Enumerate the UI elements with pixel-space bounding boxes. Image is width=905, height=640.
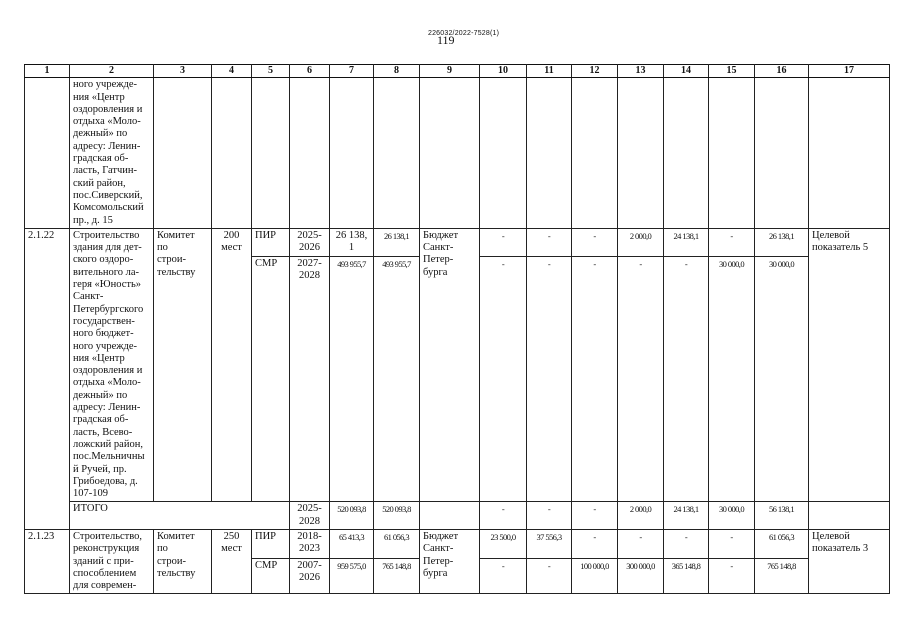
cell-empty — [809, 78, 890, 229]
header-row — [25, 65, 890, 78]
item-number: 2.1.22 — [25, 228, 70, 529]
item-number: 2.1.23 — [25, 529, 70, 593]
responsible-committee: Комитет по строи- тельству — [154, 228, 212, 502]
years: 2018- 2023 — [290, 529, 330, 558]
value-cell: - — [480, 256, 527, 502]
value-cell: 23 500,0 — [480, 529, 527, 558]
value-cell: - — [480, 228, 527, 256]
value-cell: 100 000,0 — [572, 558, 618, 594]
header-cell: 1 — [25, 65, 70, 78]
cell-empty — [290, 78, 330, 229]
value-cell: - — [572, 502, 618, 530]
project-description: Строительство, реконструкция зданий с при- способлением для современ- — [70, 529, 154, 593]
value-cell: 30 000,0 — [709, 256, 755, 502]
header-cell: 17 — [809, 65, 890, 78]
value-cell: 61 056,3 — [755, 529, 809, 558]
value-cell: - — [572, 529, 618, 558]
work-type: СМР — [252, 256, 290, 502]
cell-empty — [420, 78, 480, 229]
table-row-continuation — [25, 78, 890, 229]
value-cell: 24 138,1 — [664, 502, 709, 530]
value-cell: - — [709, 529, 755, 558]
value-cell: 26 138,1 — [755, 228, 809, 256]
table-row-2-1-22-pir — [25, 228, 890, 256]
work-type: ПИР — [252, 529, 290, 558]
years: 2007- 2026 — [290, 558, 330, 594]
table-row-2-1-23-pir — [25, 529, 890, 558]
cell-empty — [212, 78, 252, 229]
total-cost: 959 575,0 — [330, 558, 374, 594]
value-cell: 2 000,0 — [618, 502, 664, 530]
cost-limit: 26 138,1 — [374, 228, 420, 256]
target-indicator: Целевой показатель 3 — [809, 529, 890, 593]
table-row-total — [25, 502, 890, 530]
cell-empty — [330, 78, 374, 229]
header-cell: 4 — [212, 65, 252, 78]
value-cell: - — [527, 558, 572, 594]
value-cell: - — [527, 256, 572, 502]
value-cell: - — [572, 228, 618, 256]
total-cost: 65 413,3 — [330, 529, 374, 558]
value-cell: - — [618, 256, 664, 502]
value-cell: - — [527, 228, 572, 256]
cell-empty — [664, 78, 709, 229]
work-type: ПИР — [252, 228, 290, 256]
cell-empty — [420, 502, 480, 530]
years: 2025- 2026 — [290, 228, 330, 256]
header-cell: 16 — [755, 65, 809, 78]
header-cell: 6 — [290, 65, 330, 78]
value-cell: - — [527, 502, 572, 530]
value-cell: 30 000,0 — [755, 256, 809, 502]
project-description-continued: ного учрежде- ния «Центр оздоровления и отдыха «Моло- дежный» по адресу: Ленин- градская об- ласть, Гатчин- ский район, пос.Сиверский, Комсомольский пр., д. 15 — [70, 78, 154, 229]
header-cell: 12 — [572, 65, 618, 78]
cost-limit: 520 093,8 — [374, 502, 420, 530]
header-cell: 7 — [330, 65, 374, 78]
header-cell: 14 — [664, 65, 709, 78]
cell-empty — [527, 78, 572, 229]
cell-empty — [374, 78, 420, 229]
funding-source: Бюджет Санкт- Петер- бурга — [420, 529, 480, 593]
header-cell: 3 — [154, 65, 212, 78]
header-cell: 9 — [420, 65, 480, 78]
target-indicator: Целевой показатель 5 — [809, 228, 890, 502]
cell-empty — [755, 78, 809, 229]
cell-empty — [25, 78, 70, 229]
cost-limit: 493 955,7 — [374, 256, 420, 502]
value-cell: 24 138,1 — [664, 228, 709, 256]
header-cell: 13 — [618, 65, 664, 78]
value-cell: - — [480, 502, 527, 530]
work-type: СМР — [252, 558, 290, 594]
cell-empty — [809, 502, 890, 530]
value-cell: 365 148,8 — [664, 558, 709, 594]
cell-empty — [252, 78, 290, 229]
value-cell: 300 000,0 — [618, 558, 664, 594]
value-cell: - — [664, 256, 709, 502]
value-cell: 765 148,8 — [755, 558, 809, 594]
budget-table — [24, 64, 890, 594]
project-description: Строительство здания для дет- ского оздоро- вительного ла- геря «Юность» Санкт- Петербургского государствен- ного бюджет- ного учрежде- ния «Центр оздоровления и отдыха «Моло- дежный» по адресу: Ленин- градская об- ласть, Всево- ложский район, пос.Мельничны й Ручей, пр. Грибоедова, д. 107-109 — [70, 228, 154, 502]
cell-empty — [154, 78, 212, 229]
total-label: ИТОГО — [70, 502, 290, 530]
header-cell: 15 — [709, 65, 755, 78]
header-cell: 5 — [252, 65, 290, 78]
value-cell: 56 138,1 — [755, 502, 809, 530]
total-cost: 26 138, 1 — [330, 228, 374, 256]
value-cell: - — [709, 558, 755, 594]
cell-empty — [480, 78, 527, 229]
capacity: 250 мест — [212, 529, 252, 593]
responsible-committee: Комитет по строи- тельству — [154, 529, 212, 593]
header-cell: 10 — [480, 65, 527, 78]
value-cell: - — [664, 529, 709, 558]
value-cell: - — [480, 558, 527, 594]
cost-limit: 61 056,3 — [374, 529, 420, 558]
cell-empty — [572, 78, 618, 229]
cell-empty — [709, 78, 755, 229]
page-number: 119 — [437, 33, 455, 47]
capacity: 200 мест — [212, 228, 252, 502]
value-cell: - — [618, 529, 664, 558]
header-cell: 2 — [70, 65, 154, 78]
value-cell: 30 000,0 — [709, 502, 755, 530]
value-cell: - — [572, 256, 618, 502]
years: 2025- 2028 — [290, 502, 330, 530]
value-cell: - — [709, 228, 755, 256]
value-cell: 2 000,0 — [618, 228, 664, 256]
value-cell: 37 556,3 — [527, 529, 572, 558]
header-cell: 8 — [374, 65, 420, 78]
funding-source: Бюджет Санкт- Петер- бурга — [420, 228, 480, 502]
total-cost: 520 093,8 — [330, 502, 374, 530]
cost-limit: 765 148,8 — [374, 558, 420, 594]
document-stamp: 226032/2022-7528(1) — [428, 30, 500, 37]
years: 2027- 2028 — [290, 256, 330, 502]
header-cell: 11 — [527, 65, 572, 78]
cell-empty — [618, 78, 664, 229]
total-cost: 493 955,7 — [330, 256, 374, 502]
